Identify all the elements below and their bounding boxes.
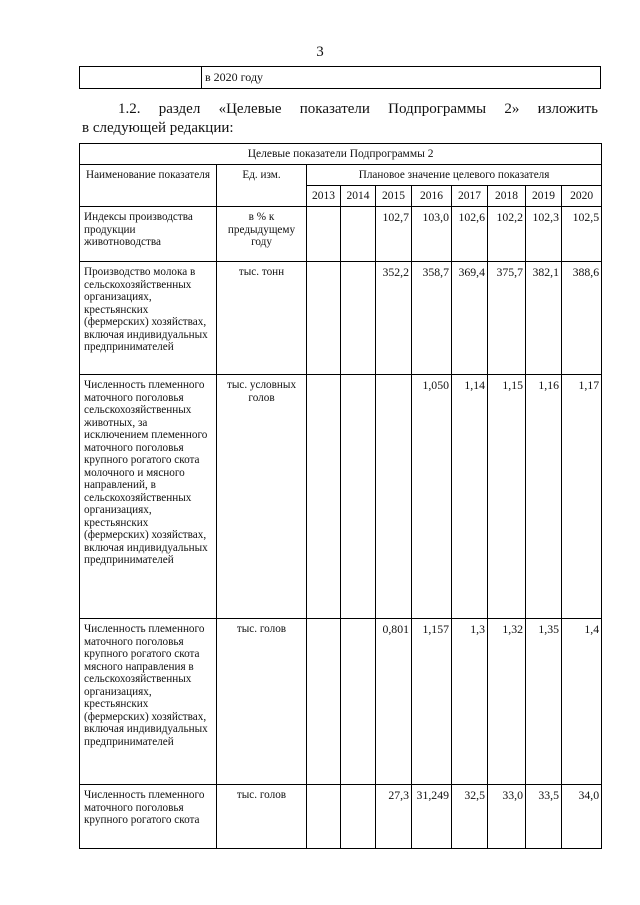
row-value: 369,4	[452, 262, 488, 375]
page-number: 3	[316, 44, 324, 60]
header-year: 2017	[452, 186, 488, 207]
row-value: 388,6	[562, 262, 602, 375]
row-value: 1,050	[412, 375, 452, 619]
table-row	[80, 207, 602, 262]
header-unit: Ед. изм.	[217, 165, 307, 207]
row-value: 0,801	[376, 619, 412, 785]
table-row	[80, 619, 602, 785]
row-value	[307, 619, 341, 785]
row-value: 358,7	[412, 262, 452, 375]
row-value	[341, 262, 376, 375]
row-value	[376, 375, 412, 619]
header-year: 2014	[341, 186, 376, 207]
row-value: 102,7	[376, 207, 412, 262]
row-value: 1,17	[562, 375, 602, 619]
row-unit: тыс. голов	[217, 785, 307, 849]
row-value	[341, 619, 376, 785]
row-value: 1,35	[526, 619, 562, 785]
header-year: 2020	[562, 186, 602, 207]
header-plan: Плановое значение целевого показателя	[307, 165, 602, 186]
row-value: 27,3	[376, 785, 412, 849]
row-value	[341, 785, 376, 849]
paragraph-word: 2»	[504, 101, 520, 117]
row-indicator-name: Численность племенного маточного поголовья крупного рогатого скота мясного направления в сельскохозяйственных организациях, крестьянских (фермерских) хозяйствах, включая индивидуальных предпринимателей	[80, 619, 217, 785]
table-row	[80, 375, 602, 619]
row-unit: тыс. голов	[217, 619, 307, 785]
row-value	[307, 207, 341, 262]
row-value	[307, 262, 341, 375]
paragraph-word: «Целевые	[218, 101, 282, 117]
row-indicator-name: Индексы производства продукции животноводства	[80, 207, 217, 262]
row-value: 103,0	[412, 207, 452, 262]
paragraph-word: показатели	[299, 101, 370, 117]
row-indicator-name: Численность племенного маточного поголовья сельскохозяйственных животных, за исключением племенного маточного поголовья крупного рогатого скота молочного и мясного направлений, в сельскохозяйственных организациях, крестьянских (фермерских) хозяйствах, включая индивидуальных предпринимателей	[80, 375, 217, 619]
paragraph-word: 1.2.	[118, 101, 141, 117]
row-unit: тыс. тонн	[217, 262, 307, 375]
row-value: 102,6	[452, 207, 488, 262]
table-row	[80, 262, 602, 375]
table-title: Целевые показатели Подпрограммы 2	[80, 144, 602, 165]
row-value: 33,0	[488, 785, 526, 849]
amendment-paragraph	[82, 100, 598, 138]
row-unit: тыс. условных голов	[217, 375, 307, 619]
target-indicators-table	[79, 143, 602, 849]
row-indicator-name: Производство молока в сельскохозяйственных организациях, крестьянских (фермерских) хозяйствах, включая индивидуальных предпринимателей	[80, 262, 217, 375]
header-year: 2018	[488, 186, 526, 207]
row-value: 1,4	[562, 619, 602, 785]
row-unit: в % к предыдущему году	[217, 207, 307, 262]
row-value: 1,15	[488, 375, 526, 619]
paragraph-word: изложить	[537, 101, 598, 117]
header-year: 2016	[412, 186, 452, 207]
row-value: 31,249	[412, 785, 452, 849]
prev-table-cell: в 2020 году	[202, 67, 601, 89]
paragraph-word: раздел	[158, 101, 201, 117]
row-value: 102,3	[526, 207, 562, 262]
header-year: 2019	[526, 186, 562, 207]
row-value: 1,32	[488, 619, 526, 785]
paragraph-line-1	[82, 100, 598, 119]
row-value	[341, 375, 376, 619]
prev-table-empty-cell	[80, 67, 202, 89]
row-value	[307, 375, 341, 619]
row-value: 32,5	[452, 785, 488, 849]
paragraph-line-2: в следующей редакции:	[82, 120, 234, 136]
row-value: 1,16	[526, 375, 562, 619]
row-value: 34,0	[562, 785, 602, 849]
table-row	[80, 785, 602, 849]
row-value: 33,5	[526, 785, 562, 849]
row-value: 1,14	[452, 375, 488, 619]
header-year: 2015	[376, 186, 412, 207]
row-value: 352,2	[376, 262, 412, 375]
row-indicator-name: Численность племенного маточного поголовья крупного рогатого скота	[80, 785, 217, 849]
paragraph-word: Подпрограммы	[388, 101, 487, 117]
row-value: 102,5	[562, 207, 602, 262]
header-year: 2013	[307, 186, 341, 207]
row-value: 375,7	[488, 262, 526, 375]
row-value	[341, 207, 376, 262]
row-value: 102,2	[488, 207, 526, 262]
row-value: 1,3	[452, 619, 488, 785]
row-value	[307, 785, 341, 849]
header-name: Наименование показателя	[80, 165, 217, 207]
previous-table-fragment	[79, 66, 601, 89]
row-value: 382,1	[526, 262, 562, 375]
row-value: 1,157	[412, 619, 452, 785]
